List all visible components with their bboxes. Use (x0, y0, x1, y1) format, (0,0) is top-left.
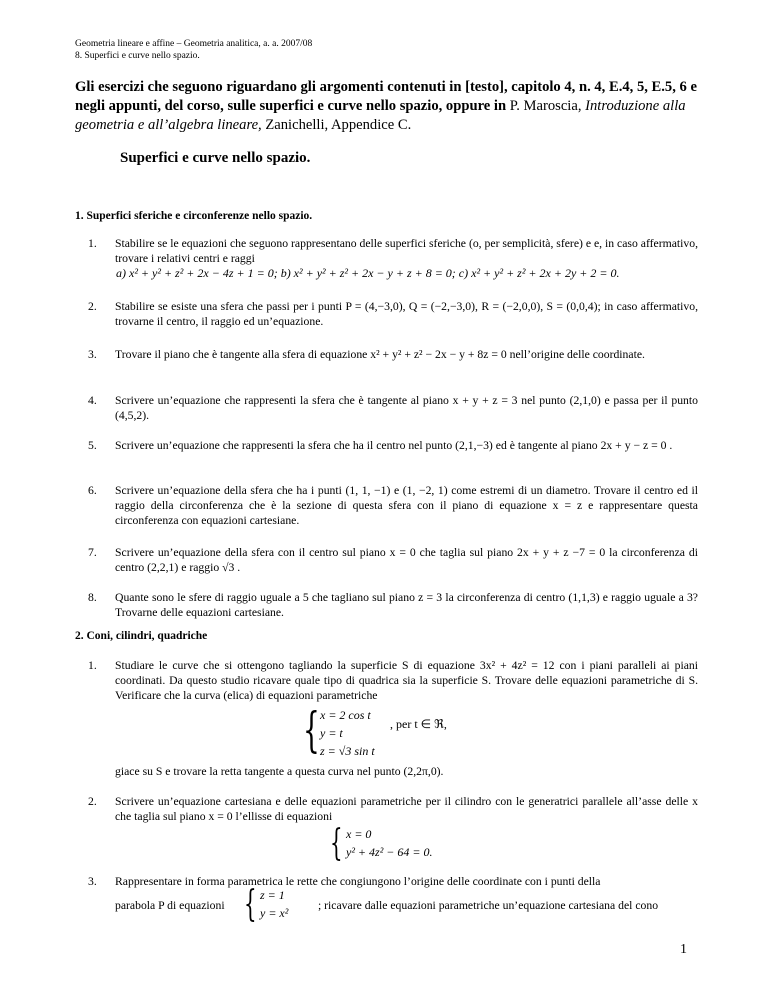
section-1-heading: 1. Superfici sferiche e circonferenze nello spazio. (75, 210, 313, 222)
intro-paragraph (75, 78, 699, 135)
header-line-1: Geometria lineare e affine – Geometria analitica, a. a. 2007/08 (75, 39, 313, 49)
intro-author: P. Maroscia, (506, 98, 582, 114)
ellipse-eq-1: x = 0 (346, 827, 372, 841)
parabola-lead: parabola P di equazioni (115, 899, 225, 912)
exercise-number: 1. (88, 237, 97, 250)
exercise-2-2 (88, 794, 698, 824)
intro-bold-text: Gli esercizi che seguono riguardano gli argomenti contenuti in [testo], capitolo 4, n. 4, E.4, 5, E.5, 6 e negli appunti, del corso, sulle superfici e curve nello spazio, oppure in (75, 79, 697, 114)
page-number: 1 (680, 942, 687, 957)
exercise-1-1-equations: a) x² + y² + z² + 2x − 4z + 1 = 0; b) x² + y² + z² + 2x − y + z + 8 = 0; c) x² + y² + z² + 2x + 2y + 2 = 0. (116, 266, 620, 280)
exercise-text: Stabilire se le equazioni che seguono rappresentano delle superfici sferiche (o, per semplicità, sfere) e e, in caso affermativo, trovare i relativi centri e raggi (115, 237, 698, 265)
header-line-2: 8. Superfici e curve nello spazio. (75, 51, 200, 61)
exercise-1-3 (88, 347, 698, 362)
exercise-1-5 (88, 438, 698, 453)
parabola-eq-1: z = 1 (260, 888, 285, 902)
exercise-1-8 (88, 590, 698, 620)
section-2-heading: 2. Coni, cilindri, quadriche (75, 630, 208, 642)
exercise-2-1 (88, 658, 698, 703)
exercise-text: Trovare il piano che è tangente alla sfera di equazione x² + y² + z² − 2x − y + 8z = 0 nell’origine delle coordinate. (115, 348, 645, 361)
exercise-text: Scrivere un’equazione della sfera che ha i punti (1, 1, −1) e (1, −2, 1) come estremi di un diametro. Trovare il centro ed il raggio della circonferenza che è la sezione di questa sfera con il piano di equazione x = z e rappresentare questa circonferenza con equazioni cartesiane. (115, 484, 698, 527)
exercise-number: 4. (88, 394, 97, 407)
page-title: Superfici e curve nello spazio. (120, 150, 311, 166)
helix-eq-z: z = √3 sin t (320, 744, 375, 758)
helix-eq-y: y = t (320, 726, 343, 740)
exercise-text: Studiare le curve che si ottengono tagliando la superficie S di equazione 3x² + 4z² = 12 con i piani paralleli ai piani coordinati. Da questo studio ricavare quale tipo di quadrica sia la superficie S. Trovare delle equazioni parametriche di S. Verificare che la curva (elica) di equazioni parametriche (115, 659, 698, 702)
exercise-text: Quante sono le sfere di raggio uguale a 5 che tagliano sul piano z = 3 la circonferenza di centro (1,1,3) e raggio uguale a 3? Trovarne delle equazioni cartesiane. (115, 591, 698, 619)
exercise-text: Scrivere un’equazione che rappresenti la sfera che ha il centro nel punto (2,1,−3) ed è tangente al piano 2x + y − z = 0 . (115, 439, 673, 452)
exercise-1-1 (88, 236, 698, 266)
exercise-2-3 (88, 874, 698, 889)
exercise-1-2 (88, 299, 698, 329)
exercise-number: 2. (88, 795, 97, 808)
exercise-number: 1. (88, 659, 97, 672)
helix-brace: { (303, 702, 320, 758)
parabola-eq-2: y = x² (260, 906, 289, 920)
exercise-number: 2. (88, 300, 97, 313)
exercise-number: 5. (88, 439, 97, 452)
exercise-text: Stabilire se esiste una sfera che passi per i punti P = (4,−3,0), Q = (−2,−3,0), R = (−2,0,0), S = (0,0,4); in caso affermativo, trovarne il centro, il raggio ed un’equazione. (115, 300, 698, 328)
parabola-tail: ; ricavare dalle equazioni parametriche un’equazione cartesiana del cono (318, 899, 659, 912)
exercise-1-7 (88, 545, 698, 575)
running-header (75, 38, 312, 62)
parabola-brace: { (244, 884, 257, 925)
exercise-number: 6. (88, 484, 97, 497)
exercise-1-4 (88, 393, 698, 423)
exercise-number: 8. (88, 591, 97, 604)
helix-parameter-range: , per t ∈ ℜ, (390, 717, 447, 731)
exercise-number: 7. (88, 546, 97, 559)
helix-eq-x: x = 2 cos t (320, 708, 371, 722)
ellipse-brace: { (330, 823, 343, 864)
exercise-text: Scrivere un’equazione che rappresenti la sfera che è tangente al piano x + y + z = 3 nel punto (2,1,0) e passa per il punto (4,5,2). (115, 394, 698, 422)
exercise-text: Rappresentare in forma parametrica le rette che congiungono l’origine delle coordinate con i punti della (115, 875, 601, 888)
exercise-text: Scrivere un’equazione della sfera con il centro sul piano x = 0 che taglia sul piano 2x + y + z −7 = 0 la circonferenza di centro (2,2,1) e raggio √3 . (115, 546, 698, 574)
intro-publisher: Zanichelli, Appendice C. (261, 117, 412, 133)
exercise-number: 3. (88, 348, 97, 361)
exercise-number: 3. (88, 875, 97, 888)
intro-book-title: Introduzione alla geometria e all’algebra lineare, (75, 98, 686, 133)
helix-after-text: giace su S e trovare la retta tangente a questa curva nel punto (2,2π,0). (115, 765, 444, 778)
ellipse-eq-2: y² + 4z² − 64 = 0. (346, 845, 433, 859)
exercise-1-6 (88, 483, 698, 528)
exercise-text: Scrivere un’equazione cartesiana e delle equazioni parametriche per il cilindro con le generatrici parallele all’asse delle x che taglia sul piano x = 0 l’ellisse di equazioni (115, 795, 698, 823)
